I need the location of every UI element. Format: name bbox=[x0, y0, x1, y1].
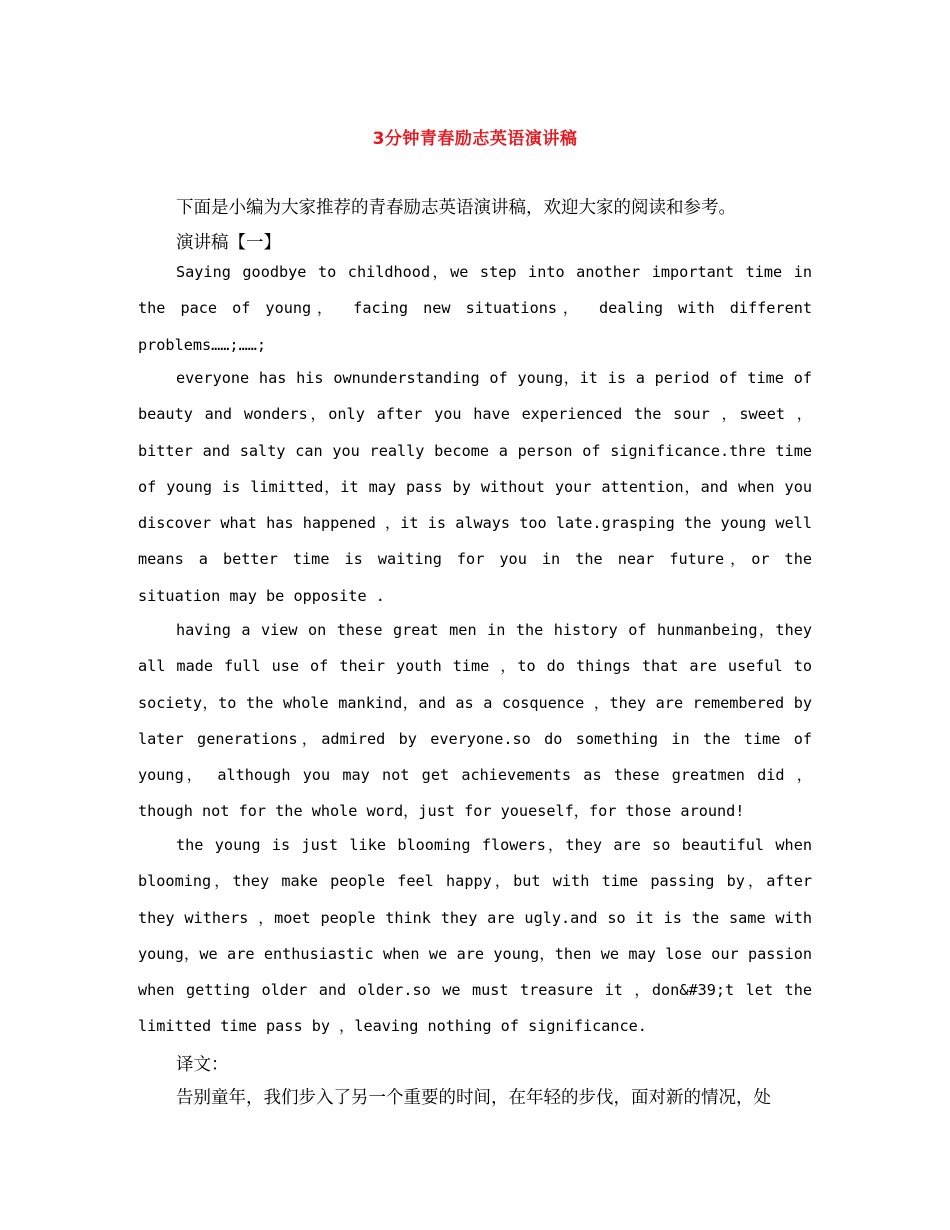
document-title: 3分钟青春励志英语演讲稿 bbox=[372, 129, 578, 149]
intro-text: 下面是小编为大家推荐的青春励志英语演讲稿，欢迎大家的阅读和参考。 bbox=[176, 198, 736, 218]
paragraph-3: having a view on these great men in the history of hunmanbeing，they all made full use of their youth time ，to do things that are useful to society，to the whole mankind，and as a cosquence ，they are remembered by later generations，admired by everyone.so do something in the time of young， although you may not get achievements as these greatmen did ，though not for the whole word，just for youeself，for those around! bbox=[138, 621, 812, 821]
section-heading: 演讲稿【一】 bbox=[176, 233, 281, 253]
paragraph-4: the young is just like blooming flowers，they are so beautiful when blooming，they make people feel happy，but with time passing by，after they withers ，moet people think they are ugly.and so it is the same with young，we are enthusiastic when we are young，then we may lose our passion when getting older and older.so we must treasure it ，don&#39;t let the limitted time pass by ，leaving nothing of significance. bbox=[138, 836, 812, 1036]
paragraph-1: Saying goodbye to childhood，we step into another important time in the pace of young， facing new situations， dealing with different problems……;……; bbox=[138, 263, 812, 354]
translation-label: 译文： bbox=[176, 1055, 229, 1075]
paragraph-2: everyone has his ownunderstanding of young，it is a period of time of beauty and wonders，only after you have experienced the sour ，sweet ，bitter and salty can you really become a person of significance.thre time of young is limitted，it may pass by without your attention，and when you discover what has happened ，it is always too late.grasping the young well means a better time is waiting for you in the near future，or the situation may be opposite . bbox=[138, 369, 812, 605]
translation-text: 告别童年，我们步入了另一个重要的时间，在年轻的步伐，面对新的情况，处 bbox=[176, 1088, 771, 1108]
